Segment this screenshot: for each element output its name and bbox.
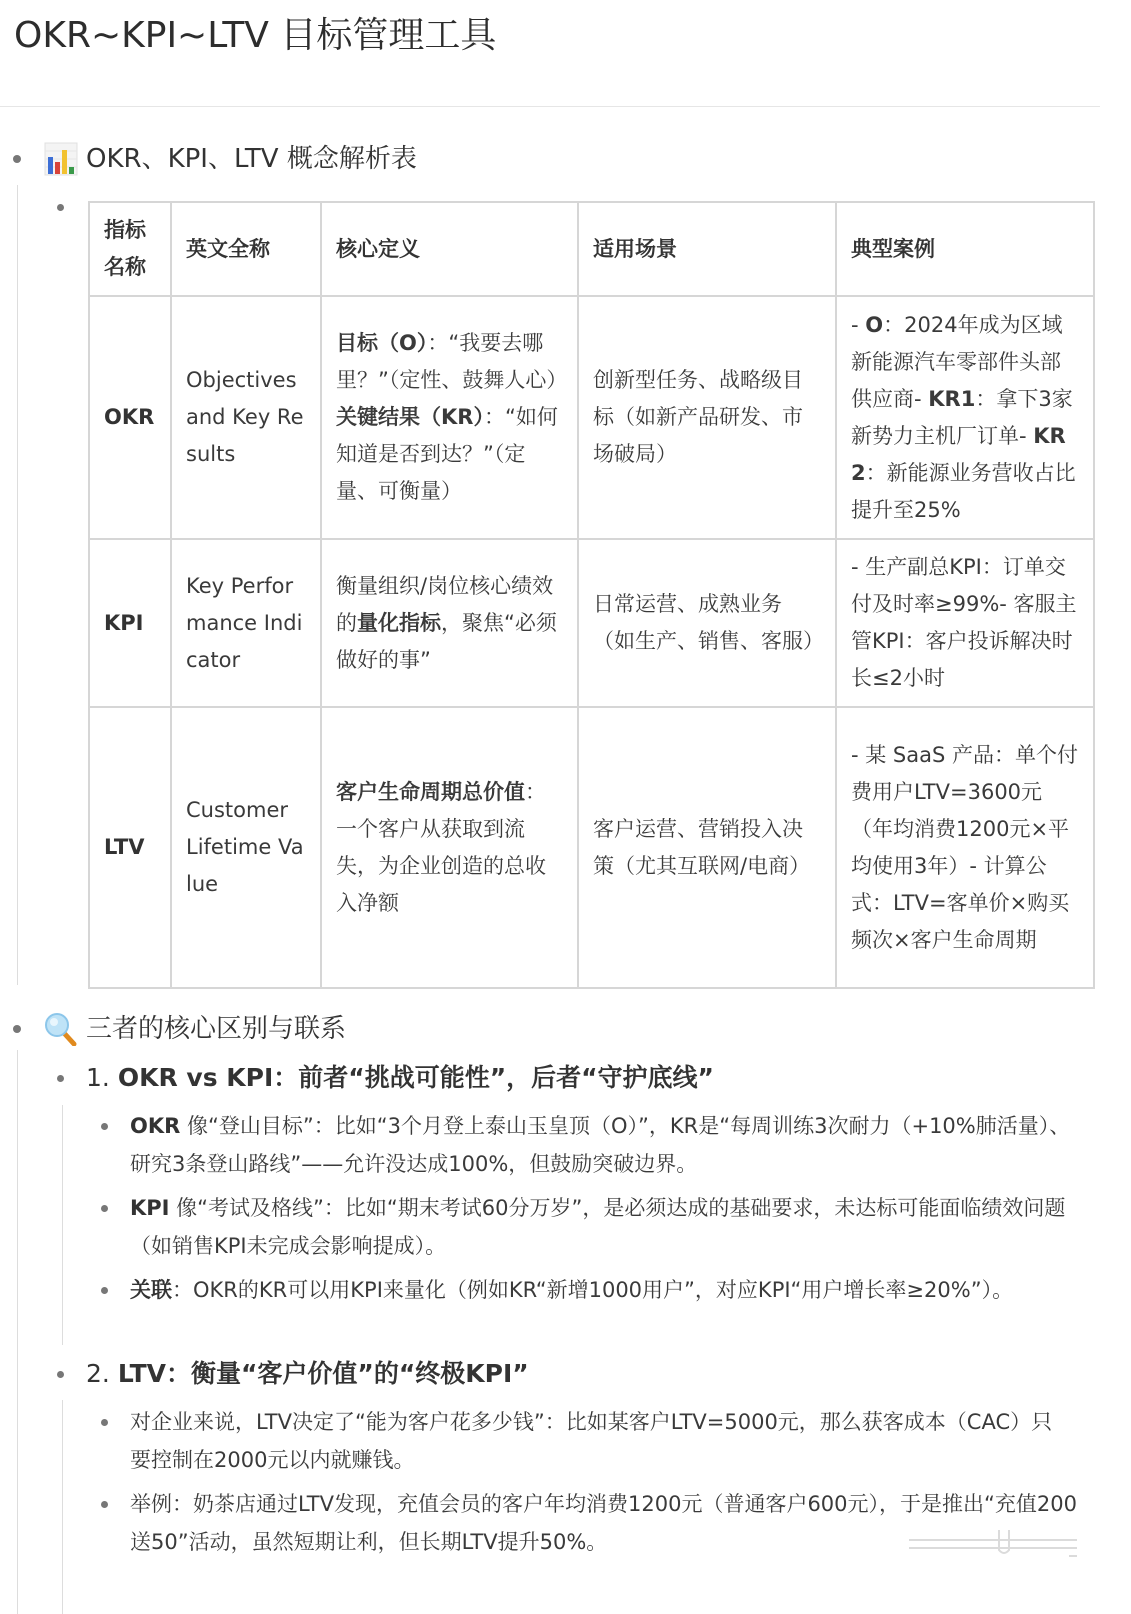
subsection-heading: 1. OKR vs KPI：前者“挑战可能性”，后者“守护底线”: [86, 1063, 714, 1092]
list-item: 对企业来说，LTV决定了“能为客户花多少钱”：比如某客户LTV=5000元，那么获客成本（CAC）只要控制在2000元以内就赚钱。: [130, 1410, 1053, 1472]
example-cell: - 生产副总KPI：订单交付及时率≥99%- 客服主管KPI：客户投诉解决时长≤2小时: [836, 539, 1094, 707]
list-item: 关联：OKR的KR可以用KPI来量化（例如KR“新增1000用户”，对应KPI“用户增长率≥20%”）。: [130, 1278, 1014, 1302]
definition-cell: 客户生命周期总价值：一个客户从获取到流失，为企业创造的总收入净额: [321, 707, 578, 988]
table-row: [89, 707, 1094, 988]
bullet: [101, 1501, 108, 1508]
bar-chart-icon: [44, 142, 78, 176]
definition-cell: 目标（O）：“我要去哪里？”（定性、鼓舞人心）关键结果（KR）：“如何知道是否到达？”（定量、可衡量）: [321, 296, 578, 539]
title-divider: [0, 106, 1100, 107]
section-heading-text: OKR、KPI、LTV 概念解析表: [86, 144, 417, 174]
scenario-cell: 日常运营、成熟业务（如生产、销售、客服）: [578, 539, 836, 707]
metric-name: OKR: [89, 296, 171, 539]
section-heading-text: 三者的核心区别与联系: [86, 1014, 347, 1044]
list-item: KPI 像“考试及格线”：比如“期末考试60分万岁”，是必须达成的基础要求，未达标可能面临绩效问题（如销售KPI未完成会影响提成）。: [130, 1196, 1066, 1258]
bullet: [57, 204, 64, 211]
scenario-cell: 创新型任务、战略级目标（如新产品研发、市场破局）: [578, 296, 836, 539]
watermark-overlay: [909, 1510, 1079, 1560]
english-name: Key Performance Indicator: [171, 539, 321, 707]
bullet: [13, 1025, 21, 1033]
english-name: Objectives and Key Results: [171, 296, 321, 539]
magnifier-icon: [44, 1012, 78, 1046]
concepts-table: [88, 201, 1095, 989]
scenario-cell: 客户运营、营销投入决策（尤其互联网/电商）: [578, 707, 836, 988]
column-header: 典型案例: [836, 202, 1094, 296]
subsection-heading: 2. LTV：衡量“客户价值”的“终极KPI”: [86, 1359, 529, 1388]
metric-name: KPI: [89, 539, 171, 707]
table-header-row: [89, 202, 1094, 296]
definition-cell: 衡量组织/岗位核心绩效的量化指标，聚焦“必须做好的事”: [321, 539, 578, 707]
bullet: [57, 1371, 64, 1378]
example-cell: - O：2024年成为区域新能源汽车零部件头部供应商- KR1：拿下3家新势力主机厂订单- KR2：新能源业务营收占比提升至25%: [836, 296, 1094, 539]
outline-guide-line: [62, 1400, 63, 1614]
bullet: [13, 155, 21, 163]
table-row: [89, 539, 1094, 707]
section-heading-concepts: [44, 141, 417, 177]
bullet: [101, 1205, 108, 1212]
bullet: [57, 1075, 64, 1082]
column-header: 英文全称: [171, 202, 321, 296]
column-header: 核心定义: [321, 202, 578, 296]
outline-guide-line: [17, 1050, 18, 1614]
column-header: 适用场景: [578, 202, 836, 296]
page-title: OKR~KPI~LTV 目标管理工具: [14, 15, 497, 56]
bullet: [101, 1123, 108, 1130]
bullet: [101, 1287, 108, 1294]
outline-guide-line: [17, 185, 18, 985]
outline-guide-line: [62, 1105, 63, 1345]
metric-name: LTV: [89, 707, 171, 988]
list-item: 举例：奶茶店通过LTV发现，充值会员的客户年均消费1200元（普通客户600元），于是推出“充值200送50”活动，虽然短期让利，但长期LTV提升50%。: [130, 1492, 1077, 1554]
section-heading-differences: [44, 1011, 346, 1047]
column-header: 指标名称: [89, 202, 171, 296]
english-name: Customer Lifetime Value: [171, 707, 321, 988]
example-cell: - 某 SaaS 产品：单个付费用户LTV=3600元（年均消费1200元×平均使用3年）- 计算公式：LTV=客单价×购买频次×客户生命周期: [836, 707, 1094, 988]
bullet: [101, 1419, 108, 1426]
list-item: OKR 像“登山目标”：比如“3个月登上泰山玉皇顶（O）”，KR是“每周训练3次耐力（+10%肺活量）、研究3条登山路线”——允许没达成100%，但鼓励突破边界。: [130, 1114, 1071, 1176]
table-row: [89, 296, 1094, 539]
